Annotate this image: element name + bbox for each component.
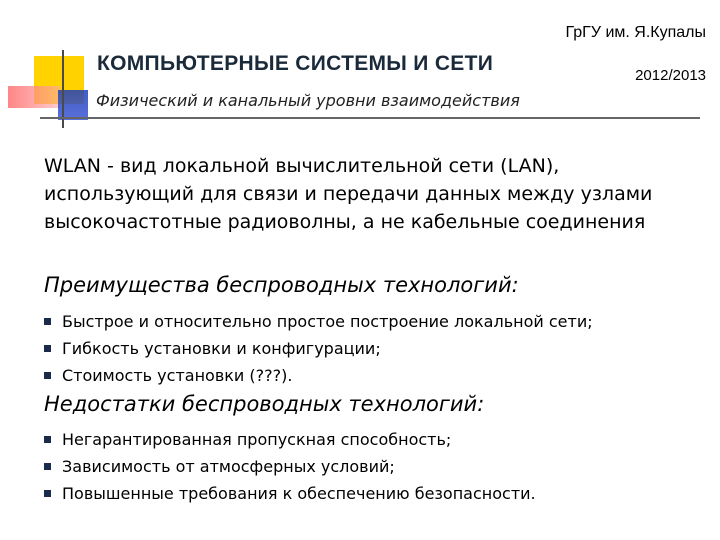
header-divider [40, 117, 700, 119]
square-bullet-icon [44, 490, 51, 497]
course-title: КОМПЬЮТЕРНЫЕ СИСТЕМЫ И СЕТИ [97, 52, 494, 75]
square-bullet-icon [44, 436, 51, 443]
square-bullet-icon [44, 318, 51, 325]
university-name: ГрГУ им. Я.Купалы [565, 24, 706, 41]
square-bullet-icon [44, 345, 51, 352]
list-item: Стоимость установки (???). [44, 362, 593, 389]
disadvantages-list [44, 426, 536, 507]
logo-red-bar [8, 86, 60, 108]
square-bullet-icon [44, 463, 51, 470]
slide-subtitle: Физический и канальный уровни взаимодействия [96, 91, 520, 110]
list-item: Быстрое и относительно простое построение локальной сети; [44, 308, 593, 335]
advantages-list [44, 308, 593, 389]
advantages-heading: Преимущества беспроводных технологий: [44, 273, 519, 297]
disadvantages-heading: Недостатки беспроводных технологий: [44, 392, 485, 416]
square-bullet-icon [44, 372, 51, 379]
list-item: Повышенные требования к обеспечению безопасности. [44, 480, 536, 507]
academic-year: 2012/2013 [635, 67, 706, 84]
list-item: Гибкость установки и конфигурации; [44, 335, 593, 362]
list-item: Негарантированная пропускная способность; [44, 426, 536, 453]
list-item: Зависимость от атмосферных условий; [44, 453, 536, 480]
wlan-definition: WLAN - вид локальной вычислительной сети (LAN), использующий для связи и передачи данных между узлами высокочастотные радиоволны, а не кабельные соединения [44, 155, 653, 233]
